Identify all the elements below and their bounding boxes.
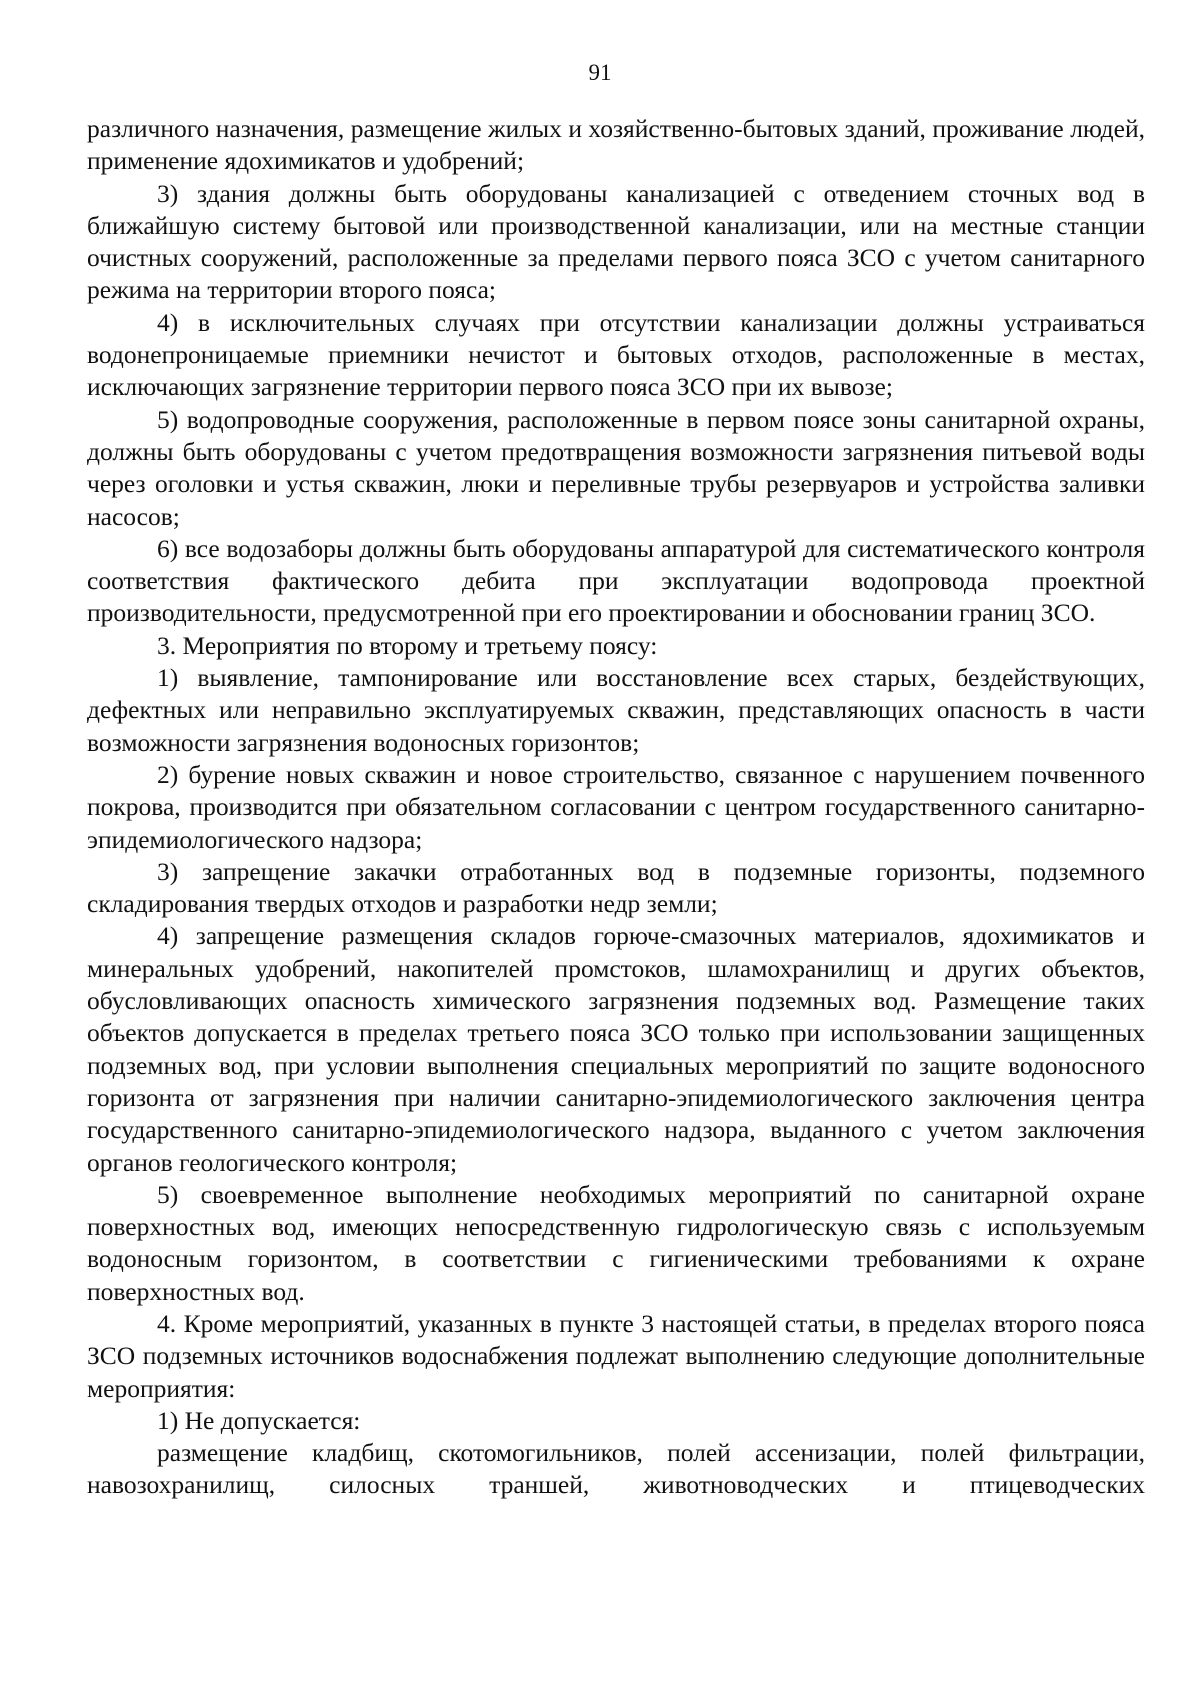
paragraph: 1) Не допускается: <box>157 1405 361 1435</box>
paragraph: 4) в исключительных случаях при отсутствии канализации должны устраиваться водонепроницаемые приемники нечистот и бытовых отходов, расположенные в местах, исключающих загрязнение территории первого пояса ЗСО при их вывозе; <box>87 307 1145 402</box>
page-number: 91 <box>588 60 612 85</box>
section-heading: 4. Кроме мероприятий, указанных в пункте 3 настоящей статьи, в пределах второго пояса ЗСО подземных источников водоснабжения подлежат выполнению следующие дополнительные мероприятия: <box>87 1308 1145 1403</box>
paragraph: 2) бурение новых скважин и новое строительство, связанное с нарушением почвенного покрова, производится при обязательном согласовании с центром государственного санитарно-эпидемиологического надзора; <box>87 759 1145 854</box>
paragraph: 5) своевременное выполнение необходимых мероприятий по санитарной охране поверхностных вод, имеющих непосредственную гидрологическую связь с используемым водоносным горизонтом, в соответствии с гигиеническими требованиями к охране поверхностных вод. <box>87 1179 1145 1306</box>
paragraph: 1) выявление, тампонирование или восстановление всех старых, бездействующих, дефектных или неправильно эксплуатируемых скважин, представляющих опасность в части возможности загрязнения водоносных горизонтов; <box>87 663 1145 757</box>
paragraph: 5) водопроводные сооружения, расположенные в первом поясе зоны санитарной охраны, должны быть оборудованы с учетом предотвращения возможности загрязнения питьевой воды через оголовки и устья скважин, люки и переливные трубы резервуаров и устройства заливки насосов; <box>87 404 1145 531</box>
document-body <box>87 113 1145 1502</box>
paragraph: различного назначения, размещение жилых и хозяйственно-бытовых зданий, проживание людей, применение ядохимикатов и удобрений; <box>87 114 1145 176</box>
paragraph: 3) запрещение закачки отработанных вод в подземные горизонты, подземного складирования твердых отходов и разработки недр земли; <box>87 856 1145 919</box>
paragraph: 4) запрещение размещения складов горюче-смазочных материалов, ядохимикатов и минеральных удобрений, накопителей промстоков, шламохранилищ и других объектов, обусловливающих опасность химического загрязнения подземных вод. Размещение таких объектов допускается в пределах третьего пояса ЗСО только при использовании защищенных подземных вод, при условии выполнения специальных мероприятий по защите водоносного горизонта от загрязнения при наличии санитарно-эпидемиологического заключения центра государственного санитарно-эпидемиологического надзора, выданного с учетом заключения органов геологического контроля; <box>87 921 1145 1177</box>
section-heading: 3. Мероприятия по второму и третьему поясу: <box>157 630 658 660</box>
paragraph: 3) здания должны быть оборудованы канализацией с отведением сточных вод в ближайшую систему бытовой или производственной канализации, или на местные станции очистных сооружений, расположенные за пределами первого пояса ЗСО с учетом санитарного режима на территории второго пояса; <box>87 178 1145 305</box>
paragraph: размещение кладбищ, скотомогильников, полей ассенизации, полей фильтрации, навозохранилищ, силосных траншей, животноводческих и птицеводческих <box>87 1438 1145 1500</box>
paragraph: 6) все водозаборы должны быть оборудованы аппаратурой для систематического контроля соответствия фактического дебита при эксплуатации водопровода проектной производительности, предусмотренной при его проектировании и обосновании границ ЗСО. <box>87 533 1145 628</box>
